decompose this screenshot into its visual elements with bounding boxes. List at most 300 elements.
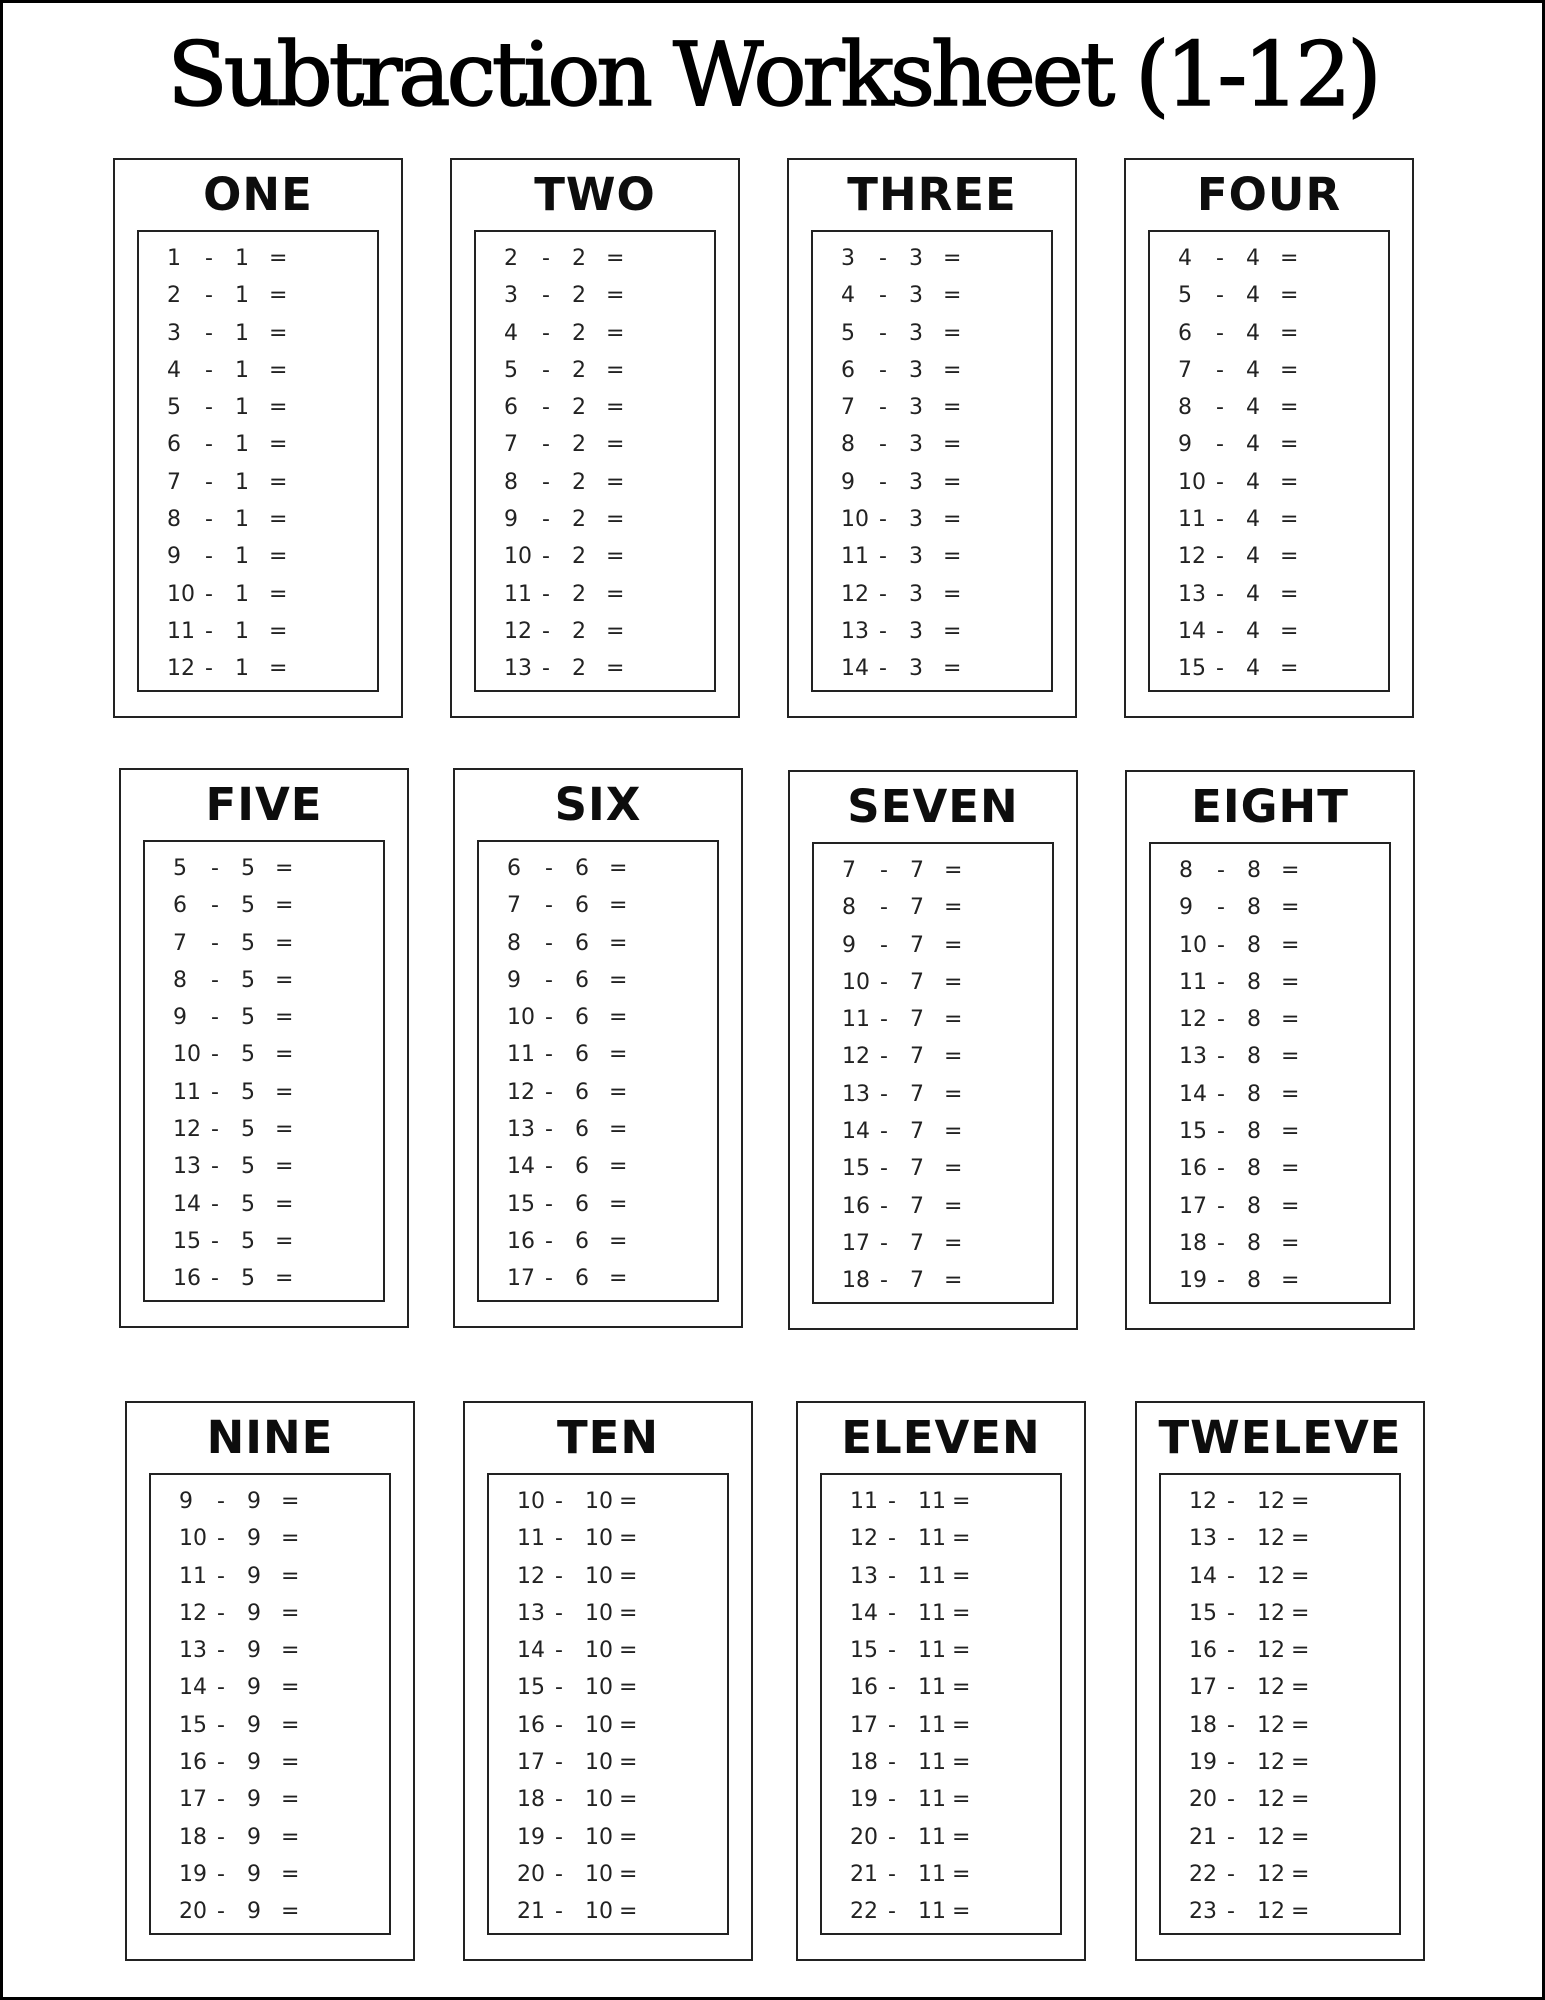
equals-sign: = — [606, 618, 625, 644]
subtrahend: 11 — [918, 1861, 946, 1887]
subtrahend: 2 — [572, 507, 586, 533]
minuend: 19 — [1189, 1750, 1217, 1776]
equals-sign: = — [944, 1007, 963, 1033]
problem-row — [1179, 1262, 1379, 1299]
problem-row — [167, 650, 367, 687]
equals-sign: = — [609, 1266, 628, 1292]
problem-row — [507, 850, 707, 887]
minus-sign: - — [542, 320, 550, 346]
subtrahend: 7 — [910, 1156, 924, 1182]
subtrahend: 5 — [241, 856, 255, 881]
problem-row — [173, 887, 373, 924]
equals-sign: = — [1291, 1824, 1310, 1850]
subtrahend: 1 — [235, 581, 249, 607]
subtrahend: 1 — [235, 320, 249, 346]
minus-sign: - — [879, 246, 887, 271]
equals-sign: = — [952, 1712, 971, 1738]
equals-sign: = — [952, 1526, 971, 1552]
equals-sign: = — [944, 1119, 963, 1145]
equals-sign: = — [609, 1191, 628, 1217]
problem-row — [167, 613, 367, 650]
minus-sign: - — [1217, 969, 1225, 995]
minuend: 14 — [842, 1119, 870, 1145]
minus-sign: - — [217, 1824, 225, 1850]
minus-sign: - — [1216, 395, 1224, 421]
equals-sign: = — [609, 1117, 628, 1143]
subtrahend: 1 — [235, 544, 249, 570]
minuend: 5 — [1178, 283, 1192, 309]
problem-row — [517, 1520, 717, 1557]
subtrahend: 12 — [1257, 1526, 1285, 1552]
minuend: 17 — [517, 1750, 545, 1776]
problem-row — [507, 1223, 707, 1260]
problem-row — [507, 999, 707, 1036]
problem-row — [1179, 1113, 1379, 1150]
subtrahend: 8 — [1247, 1156, 1261, 1182]
minus-sign: - — [542, 246, 550, 271]
minus-sign: - — [217, 1600, 225, 1626]
equals-sign: = — [609, 1228, 628, 1254]
minuend: 13 — [507, 1117, 535, 1143]
problem-row — [1179, 1150, 1379, 1187]
problem-row — [179, 1856, 379, 1893]
subtrahend: 8 — [1247, 1081, 1261, 1107]
minus-sign: - — [545, 1005, 553, 1031]
subtrahend: 3 — [909, 507, 923, 533]
problem-row — [504, 464, 704, 501]
minus-sign: - — [1227, 1899, 1235, 1925]
problem-row — [179, 1595, 379, 1632]
minus-sign: - — [880, 858, 888, 883]
subtrahend: 2 — [572, 618, 586, 644]
subtrahend: 4 — [1246, 320, 1260, 346]
problem-row — [850, 1856, 1050, 1893]
problem-row — [517, 1483, 717, 1520]
problem-row — [1178, 538, 1378, 575]
subtrahend: 8 — [1247, 858, 1261, 883]
problem-row — [504, 352, 704, 389]
minus-sign: - — [1227, 1675, 1235, 1701]
minus-sign: - — [1216, 507, 1224, 533]
minus-sign: - — [555, 1600, 563, 1626]
equals-sign: = — [1280, 581, 1299, 607]
minuend: 20 — [1189, 1787, 1217, 1813]
problem-list — [167, 240, 367, 688]
equals-sign: = — [275, 1042, 294, 1068]
minus-sign: - — [880, 932, 888, 958]
minus-sign: - — [1217, 1156, 1225, 1182]
minuend: 15 — [1178, 656, 1206, 682]
minus-sign: - — [1216, 357, 1224, 383]
minuend: 21 — [850, 1861, 878, 1887]
subtrahend: 4 — [1246, 395, 1260, 421]
problem-row — [507, 1074, 707, 1111]
minus-sign: - — [880, 1044, 888, 1070]
minuend: 13 — [842, 1081, 870, 1107]
problem-list-box — [487, 1473, 729, 1935]
equals-sign: = — [944, 1193, 963, 1219]
subtrahend: 8 — [1247, 1044, 1261, 1070]
minus-sign: - — [1216, 581, 1224, 607]
equals-sign: = — [269, 357, 288, 383]
subtrahend: 6 — [575, 967, 589, 993]
subtrahend: 8 — [1247, 1193, 1261, 1219]
subtrahend: 3 — [909, 618, 923, 644]
minuend: 19 — [1179, 1268, 1207, 1294]
equals-sign: = — [1281, 969, 1300, 995]
minuend: 18 — [842, 1268, 870, 1294]
problem-row — [507, 887, 707, 924]
minuend: 14 — [179, 1675, 207, 1701]
subtrahend: 2 — [572, 357, 586, 383]
subtrahend: 4 — [1246, 581, 1260, 607]
subtrahend: 8 — [1247, 1230, 1261, 1256]
subtrahend: 12 — [1257, 1824, 1285, 1850]
minus-sign: - — [205, 507, 213, 533]
subtrahend: 5 — [241, 1154, 255, 1180]
problem-row — [173, 999, 373, 1036]
minus-sign: - — [545, 930, 553, 956]
minuend: 16 — [179, 1750, 207, 1776]
equals-sign: = — [609, 930, 628, 956]
problem-list-box — [1159, 1473, 1401, 1935]
minus-sign: - — [545, 1191, 553, 1217]
problem-list-box — [149, 1473, 391, 1935]
subtrahend: 11 — [918, 1526, 946, 1552]
problem-row — [841, 315, 1041, 352]
minuend: 18 — [1189, 1712, 1217, 1738]
subtrahend: 9 — [247, 1787, 261, 1813]
minuend: 2 — [167, 283, 181, 309]
minus-sign: - — [888, 1638, 896, 1664]
problem-row — [167, 315, 367, 352]
minuend: 2 — [504, 246, 518, 271]
minuend: 19 — [850, 1787, 878, 1813]
problem-row — [842, 927, 1042, 964]
equals-sign: = — [952, 1861, 971, 1887]
problem-row — [179, 1707, 379, 1744]
minuend: 17 — [850, 1712, 878, 1738]
subtrahend: 10 — [585, 1526, 613, 1552]
problem-list-box — [1149, 842, 1391, 1304]
subtrahend: 4 — [1246, 432, 1260, 458]
equals-sign: = — [943, 469, 962, 495]
problem-row — [1178, 576, 1378, 613]
minus-sign: - — [205, 357, 213, 383]
minuend: 13 — [179, 1638, 207, 1664]
minus-sign: - — [1227, 1787, 1235, 1813]
equals-sign: = — [1291, 1526, 1310, 1552]
equals-sign: = — [275, 856, 294, 881]
subtrahend: 10 — [585, 1712, 613, 1738]
minus-sign: - — [211, 1079, 219, 1105]
minus-sign: - — [205, 432, 213, 458]
minus-sign: - — [888, 1861, 896, 1887]
minuend: 20 — [517, 1861, 545, 1887]
equals-sign: = — [281, 1787, 300, 1813]
minuend: 18 — [179, 1824, 207, 1850]
equals-sign: = — [269, 544, 288, 570]
subtrahend: 1 — [235, 246, 249, 271]
minus-sign: - — [217, 1563, 225, 1589]
minus-sign: - — [888, 1824, 896, 1850]
minus-sign: - — [1227, 1563, 1235, 1589]
equals-sign: = — [269, 395, 288, 421]
subtrahend: 7 — [910, 1007, 924, 1033]
minuend: 16 — [517, 1712, 545, 1738]
equals-sign: = — [275, 967, 294, 993]
problem-row — [1179, 927, 1379, 964]
equals-sign: = — [269, 618, 288, 644]
minuend: 13 — [1178, 581, 1206, 607]
subtrahend: 11 — [918, 1899, 946, 1925]
problem-set-title: TWO — [534, 168, 656, 221]
minus-sign: - — [888, 1750, 896, 1776]
minus-sign: - — [542, 507, 550, 533]
minuend: 9 — [507, 967, 521, 993]
problem-list-box — [137, 230, 379, 692]
minus-sign: - — [205, 656, 213, 682]
minus-sign: - — [1217, 1230, 1225, 1256]
minuend: 17 — [179, 1787, 207, 1813]
minuend: 12 — [1189, 1489, 1217, 1514]
minus-sign: - — [217, 1899, 225, 1925]
minus-sign: - — [555, 1526, 563, 1552]
minuend: 8 — [167, 507, 181, 533]
subtrahend: 12 — [1257, 1861, 1285, 1887]
minuend: 19 — [179, 1861, 207, 1887]
minuend: 16 — [842, 1193, 870, 1219]
problem-row — [507, 1111, 707, 1148]
minuend: 7 — [1178, 357, 1192, 383]
equals-sign: = — [275, 1154, 294, 1180]
problem-row — [517, 1632, 717, 1669]
minuend: 6 — [841, 357, 855, 383]
equals-sign: = — [275, 1117, 294, 1143]
equals-sign: = — [269, 320, 288, 346]
subtrahend: 9 — [247, 1861, 261, 1887]
equals-sign: = — [606, 283, 625, 309]
minus-sign: - — [545, 1079, 553, 1105]
problem-row — [179, 1819, 379, 1856]
minuend: 5 — [173, 856, 187, 881]
minuend: 15 — [1189, 1600, 1217, 1626]
subtrahend: 9 — [247, 1526, 261, 1552]
minus-sign: - — [205, 581, 213, 607]
minuend: 7 — [173, 930, 187, 956]
subtrahend: 4 — [1246, 357, 1260, 383]
problem-row — [1189, 1856, 1389, 1893]
problem-row — [842, 1262, 1042, 1299]
equals-sign: = — [944, 932, 963, 958]
problem-row — [504, 277, 704, 314]
equals-sign: = — [1280, 544, 1299, 570]
problem-set-card — [113, 158, 403, 718]
equals-sign: = — [275, 1266, 294, 1292]
minuend: 10 — [507, 1005, 535, 1031]
minus-sign: - — [217, 1861, 225, 1887]
minus-sign: - — [542, 357, 550, 383]
problem-set-card — [450, 158, 740, 718]
equals-sign: = — [619, 1899, 638, 1925]
equals-sign: = — [944, 1081, 963, 1107]
minus-sign: - — [217, 1675, 225, 1701]
equals-sign: = — [1281, 1230, 1300, 1256]
equals-sign: = — [1281, 1268, 1300, 1294]
problem-list-box — [477, 840, 719, 1302]
minuend: 16 — [507, 1228, 535, 1254]
problem-row — [517, 1595, 717, 1632]
subtrahend: 3 — [909, 283, 923, 309]
subtrahend: 1 — [235, 507, 249, 533]
minus-sign: - — [879, 469, 887, 495]
problem-set-card — [1125, 770, 1415, 1330]
minus-sign: - — [211, 1228, 219, 1254]
subtrahend: 6 — [575, 1042, 589, 1068]
equals-sign: = — [606, 432, 625, 458]
minuend: 14 — [173, 1191, 201, 1217]
minus-sign: - — [217, 1712, 225, 1738]
problem-row — [842, 1113, 1042, 1150]
minuend: 10 — [841, 507, 869, 533]
problem-row — [173, 1186, 373, 1223]
subtrahend: 5 — [241, 1079, 255, 1105]
subtrahend: 5 — [241, 1228, 255, 1254]
equals-sign: = — [1281, 1156, 1300, 1182]
minuend: 6 — [504, 395, 518, 421]
minus-sign: - — [1217, 1044, 1225, 1070]
problem-set-card — [463, 1401, 753, 1961]
equals-sign: = — [1280, 395, 1299, 421]
minuend: 14 — [517, 1638, 545, 1664]
subtrahend: 1 — [235, 283, 249, 309]
minuend: 11 — [842, 1007, 870, 1033]
minus-sign: - — [555, 1824, 563, 1850]
equals-sign: = — [952, 1489, 971, 1514]
problem-row — [842, 1076, 1042, 1113]
equals-sign: = — [1291, 1600, 1310, 1626]
problem-list-box — [812, 842, 1054, 1304]
equals-sign: = — [1281, 932, 1300, 958]
problem-row — [842, 1001, 1042, 1038]
equals-sign: = — [281, 1750, 300, 1776]
problem-row — [517, 1707, 717, 1744]
problem-row — [167, 389, 367, 426]
subtrahend: 4 — [1246, 469, 1260, 495]
equals-sign: = — [1280, 320, 1299, 346]
subtrahend: 10 — [585, 1824, 613, 1850]
minus-sign: - — [888, 1787, 896, 1813]
problem-row — [1189, 1558, 1389, 1595]
problem-set-card — [125, 1401, 415, 1961]
subtrahend: 12 — [1257, 1712, 1285, 1738]
minus-sign: - — [879, 581, 887, 607]
problem-row — [173, 1074, 373, 1111]
subtrahend: 7 — [910, 1119, 924, 1145]
subtrahend: 3 — [909, 469, 923, 495]
problem-row — [179, 1781, 379, 1818]
problem-set-card — [787, 158, 1077, 718]
problem-row — [841, 613, 1041, 650]
problem-set-title: ONE — [203, 168, 313, 221]
minus-sign: - — [1217, 932, 1225, 958]
minus-sign: - — [555, 1675, 563, 1701]
equals-sign: = — [606, 357, 625, 383]
problem-row — [841, 277, 1041, 314]
subtrahend: 3 — [909, 544, 923, 570]
minus-sign: - — [879, 507, 887, 533]
equals-sign: = — [269, 246, 288, 271]
equals-sign: = — [609, 893, 628, 919]
problem-row — [850, 1744, 1050, 1781]
subtrahend: 7 — [910, 1044, 924, 1070]
subtrahend: 1 — [235, 357, 249, 383]
problem-set-card — [788, 770, 1078, 1330]
subtrahend: 7 — [910, 1081, 924, 1107]
subtrahend: 7 — [910, 1230, 924, 1256]
equals-sign: = — [281, 1675, 300, 1701]
equals-sign: = — [606, 544, 625, 570]
minuend: 15 — [173, 1228, 201, 1254]
equals-sign: = — [275, 1005, 294, 1031]
minuend: 4 — [841, 283, 855, 309]
subtrahend: 5 — [241, 1005, 255, 1031]
problem-row — [517, 1856, 717, 1893]
subtrahend: 2 — [572, 469, 586, 495]
minuend: 18 — [850, 1750, 878, 1776]
minus-sign: - — [1227, 1638, 1235, 1664]
minuend: 12 — [842, 1044, 870, 1070]
minuend: 17 — [1179, 1193, 1207, 1219]
minus-sign: - — [1227, 1526, 1235, 1552]
minuend: 11 — [517, 1526, 545, 1552]
problem-set-title: TEN — [556, 1411, 660, 1464]
minus-sign: - — [545, 1266, 553, 1292]
minus-sign: - — [1217, 858, 1225, 883]
subtrahend: 10 — [585, 1600, 613, 1626]
problem-list — [841, 240, 1041, 688]
equals-sign: = — [281, 1600, 300, 1626]
equals-sign: = — [1291, 1675, 1310, 1701]
subtrahend: 12 — [1257, 1787, 1285, 1813]
equals-sign: = — [606, 581, 625, 607]
equals-sign: = — [952, 1750, 971, 1776]
minus-sign: - — [542, 283, 550, 309]
minuend: 8 — [842, 895, 856, 921]
minuend: 9 — [504, 507, 518, 533]
subtrahend: 3 — [909, 656, 923, 682]
subtrahend: 2 — [572, 246, 586, 271]
minus-sign: - — [205, 618, 213, 644]
minuend: 9 — [842, 932, 856, 958]
minuend: 8 — [504, 469, 518, 495]
subtrahend: 11 — [918, 1563, 946, 1589]
problem-row — [841, 426, 1041, 463]
minuend: 3 — [167, 320, 181, 346]
minus-sign: - — [555, 1712, 563, 1738]
minuend: 7 — [507, 893, 521, 919]
subtrahend: 11 — [918, 1787, 946, 1813]
minuend: 17 — [842, 1230, 870, 1256]
minuend: 12 — [179, 1600, 207, 1626]
minuend: 15 — [179, 1712, 207, 1738]
minuend: 8 — [1179, 858, 1193, 883]
problem-row — [167, 240, 367, 277]
minus-sign: - — [880, 895, 888, 921]
problem-row — [167, 538, 367, 575]
equals-sign: = — [943, 581, 962, 607]
minuend: 14 — [850, 1600, 878, 1626]
